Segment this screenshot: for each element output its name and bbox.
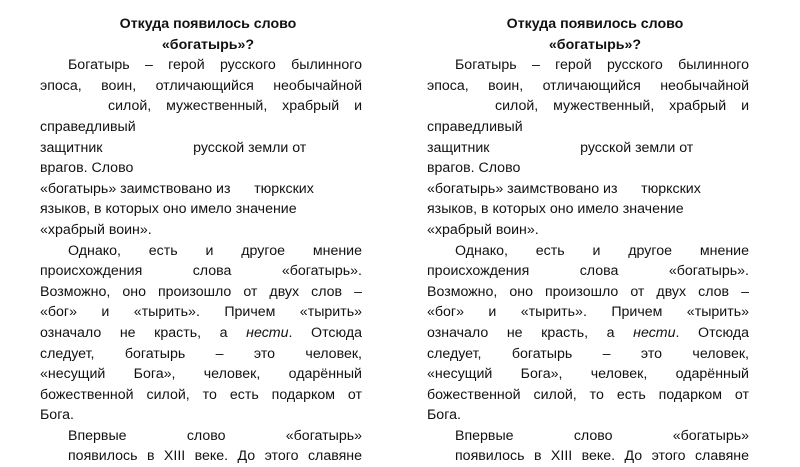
- text-line: Бога.: [40, 407, 74, 424]
- text-line: эпоса, воин, отличающийся необычайной: [40, 77, 362, 94]
- text-line: «богатырь» заимствовано из тюркских: [40, 180, 314, 197]
- text-line: [427, 323, 749, 344]
- text-segment: означало не красть, а: [427, 324, 634, 341]
- title-line-1: Откуда появилось слово: [506, 16, 684, 32]
- text-line: [40, 323, 362, 344]
- text-segment: . Отсюда: [675, 324, 749, 341]
- text-line: Однако, есть и другое мнение: [68, 242, 362, 259]
- text-line: защитник русской земли от: [40, 139, 307, 156]
- text-line: языков, в которых оно имело значение: [427, 201, 684, 218]
- text-line: языков, в которых оно имело значение: [40, 201, 297, 218]
- text-line: защитник русской земли от: [427, 139, 694, 156]
- text-line: врагов. Слово: [427, 160, 521, 177]
- text-line: «храбрый воин».: [40, 221, 152, 238]
- text-line: Впервые слово «богатырь»: [68, 427, 362, 444]
- text-line: силой, мужественный, храбрый и: [108, 98, 362, 115]
- text-line: «бог» и «тырить». Причем «тырить»: [40, 304, 362, 321]
- text-line: Возможно, оно произошло от двух слов –: [427, 283, 749, 300]
- text-line: Богатырь – герой русского былинного: [68, 57, 362, 74]
- text-line: «храбрый воин».: [427, 221, 539, 238]
- text-line: происхождения слова «богатырь».: [427, 263, 749, 280]
- text-line: следует, богатырь – это человек,: [427, 345, 749, 362]
- article-column-left: [40, 14, 362, 467]
- text-segment: означало не красть, а: [40, 324, 247, 341]
- text-segment: . Отсюда: [288, 324, 362, 341]
- text-line: Возможно, оно произошло от двух слов –: [40, 283, 362, 300]
- text-line: Однако, есть и другое мнение: [455, 242, 749, 259]
- text-line: божественной силой, то есть подарком от: [427, 386, 749, 403]
- article-title: [40, 14, 362, 55]
- text-line: появилось в XIII веке. До этого славяне: [68, 448, 362, 465]
- text-line: следует, богатырь – это человек,: [40, 345, 362, 362]
- title-line-2: «богатырь»?: [161, 36, 255, 53]
- article-column-right: [427, 14, 749, 467]
- text-line: «богатырь» заимствовано из тюркских: [427, 180, 701, 197]
- text-line: «несущий Бога», человек, одарённый: [427, 366, 749, 383]
- italic-word: нести: [246, 324, 289, 341]
- text-line: эпоса, воин, отличающийся необычайной: [427, 77, 749, 94]
- text-line: Богатырь – герой русского былинного: [455, 57, 749, 74]
- title-line-1: Откуда появилось слово: [119, 16, 297, 32]
- text-line: появилось в XIII веке. До этого славяне: [455, 448, 749, 465]
- text-line: врагов. Слово: [40, 160, 134, 177]
- article-title: [427, 14, 749, 55]
- text-line: «бог» и «тырить». Причем «тырить»: [427, 304, 749, 321]
- title-line-2: «богатырь»?: [548, 36, 642, 53]
- text-line: силой, мужественный, храбрый и: [495, 98, 749, 115]
- text-line: Бога.: [427, 407, 461, 424]
- text-line: справедливый: [40, 118, 136, 135]
- italic-word: нести: [633, 324, 676, 341]
- text-line: происхождения слова «богатырь».: [40, 263, 362, 280]
- text-line: справедливый: [427, 118, 523, 135]
- text-line: Впервые слово «богатырь»: [455, 427, 749, 444]
- text-line: божественной силой, то есть подарком от: [40, 386, 362, 403]
- text-line: «несущий Бога», человек, одарённый: [40, 366, 362, 383]
